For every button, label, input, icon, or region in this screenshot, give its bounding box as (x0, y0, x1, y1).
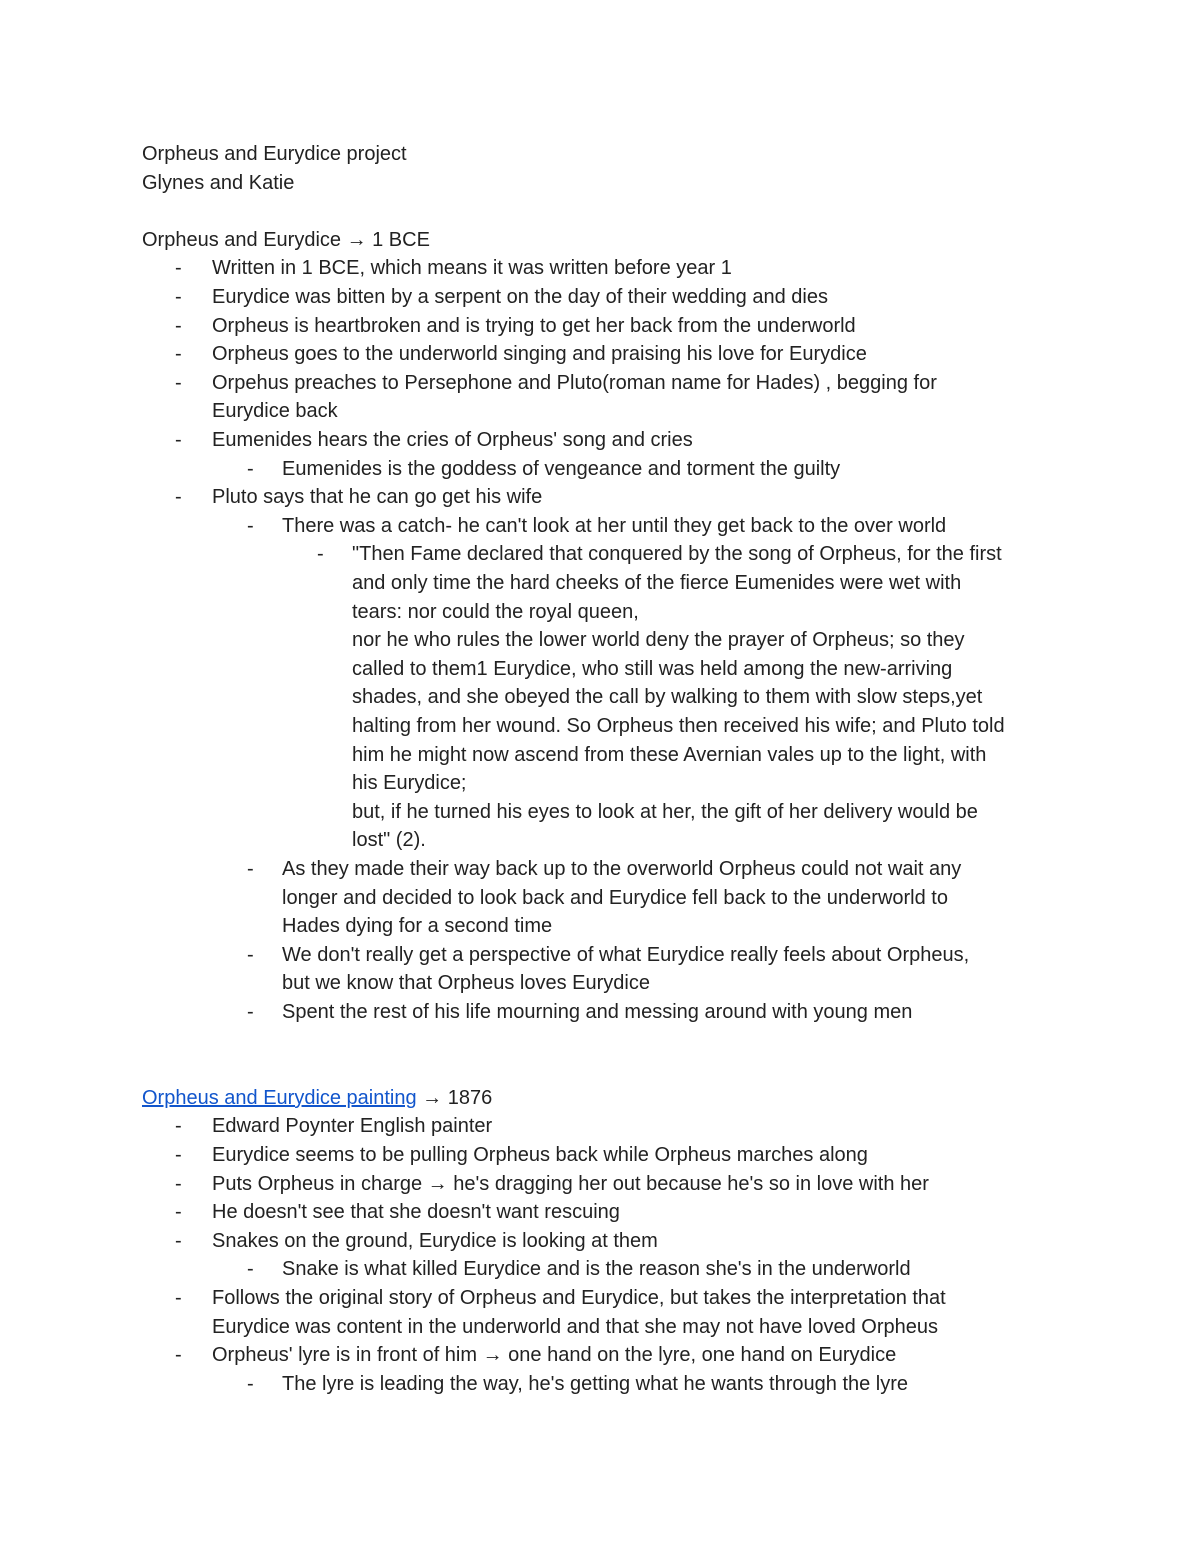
section-heading-text (142, 1083, 492, 1113)
list-item (0, 682, 1200, 712)
list-item-text: Orpheus goes to the underworld singing and praising his love for Eurydice (212, 343, 867, 366)
bullet-dash: - (247, 858, 254, 880)
list-item-text: Eurydice back (212, 400, 338, 423)
section-heading (0, 225, 1200, 255)
bullet-dash: - (175, 1287, 182, 1309)
bullet-dash: - (175, 343, 182, 366)
list-item (0, 396, 1200, 426)
list-item (0, 825, 1200, 855)
list-item-text: halting from her wound. So Orpheus then received his wife; and Pluto told (352, 715, 1005, 737)
authors-text: Glynes and Katie (142, 171, 295, 194)
list-item-text: shades, and she obeyed the call by walking to them with slow steps,yet (352, 686, 983, 709)
document-title (0, 139, 1200, 169)
list-item (0, 597, 1200, 627)
list-item-text: Puts Orpheus in charge → he's dragging her out because he's so in love with her (212, 1172, 929, 1195)
list-item (0, 883, 1200, 913)
list-item (0, 1226, 1200, 1256)
bullet-dash: - (175, 1172, 182, 1195)
bullet-dash: - (175, 486, 182, 509)
list-item (0, 1254, 1200, 1284)
bullet-dash: - (175, 371, 182, 394)
section-heading-label: Orpheus and Eurydice (142, 228, 342, 251)
list-item (0, 568, 1200, 598)
list-item-text: There was a catch- he can't look at her until they get back to the over world (282, 514, 947, 537)
bullet-dash: - (247, 1372, 254, 1395)
list-item-text: The lyre is leading the way, he's getting what he wants through the lyre (282, 1372, 909, 1395)
list-item (0, 1369, 1200, 1399)
bullet-dash: - (175, 1115, 182, 1138)
list-item-text: longer and decided to look back and Eurydice fell back to the underworld to (282, 886, 948, 909)
list-item-text: nor he who rules the lower world deny the prayer of Orpheus; so they (352, 629, 965, 652)
list-item-text: but, if he turned his eyes to look at her, the gift of her delivery would be (352, 800, 978, 823)
bullet-dash: - (175, 1229, 182, 1252)
list-item (0, 253, 1200, 283)
bullet-dash: - (175, 1144, 182, 1166)
list-item (0, 911, 1200, 941)
list-item-text: Orpheus is heartbroken and is trying to get her back from the underworld (212, 314, 856, 337)
bullet-dash: - (247, 1001, 254, 1023)
list-item-text: his Eurydice; (352, 772, 467, 795)
list-item (0, 854, 1200, 884)
list-item-text: As they made their way back up to the overworld Orpheus could not wait any (282, 858, 962, 880)
list-item-text: He doesn't see that she doesn't want rescuing (212, 1201, 620, 1224)
section-heading (0, 1083, 1200, 1113)
list-item-text: Follows the original story of Orpheus and Eurydice, but takes the interpretation that (212, 1287, 946, 1309)
bullet-dash: - (175, 429, 182, 451)
list-item-text: Orpheus' lyre is in front of him → one hand on the lyre, one hand on Eurydice (212, 1344, 897, 1367)
list-item-text: Spent the rest of his life mourning and messing around with young men (282, 1001, 913, 1023)
list-item (0, 368, 1200, 398)
list-item (0, 625, 1200, 655)
list-item (0, 282, 1200, 312)
list-item (0, 768, 1200, 798)
list-item-text: Hades dying for a second time (282, 915, 553, 938)
list-item-text: but we know that Orpheus loves Eurydice (282, 972, 650, 995)
list-item-text: Snake is what killed Eurydice and is the reason she's in the underworld (282, 1258, 911, 1281)
document-authors (0, 168, 1200, 198)
section-heading-text (142, 225, 430, 255)
bullet-dash: - (175, 1344, 182, 1367)
list-item (0, 339, 1200, 369)
list-item-text: Edward Poynter English painter (212, 1115, 493, 1138)
section-heading-date: → 1876 (416, 1086, 493, 1109)
title-text: Orpheus and Eurydice project (142, 143, 407, 165)
bullet-dash: - (175, 314, 182, 337)
bullet-dash: - (247, 457, 254, 480)
painting-link[interactable]: Orpheus and Eurydice painting (142, 1086, 417, 1109)
list-item (0, 1197, 1200, 1227)
list-item-text: Eumenides is the goddess of vengeance and torment the guilty (282, 457, 841, 480)
list-item (0, 539, 1200, 569)
list-item (0, 740, 1200, 770)
bullet-dash: - (247, 1258, 254, 1281)
list-item-text: "Then Fame declared that conquered by the song of Orpheus, for the first (352, 543, 1002, 566)
list-item-text: Eumenides hears the cries of Orpheus' song and cries (212, 429, 693, 451)
list-item (0, 1169, 1200, 1199)
list-item (0, 1140, 1200, 1170)
list-item-text: Eurydice seems to be pulling Orpheus back while Orpheus marches along (212, 1144, 868, 1166)
list-item-text: tears: nor could the royal queen, (352, 600, 639, 623)
list-item-text: and only time the hard cheeks of the fierce Eumenides were wet with (352, 572, 962, 594)
list-item (0, 1283, 1200, 1313)
list-item-text: Eurydice was content in the underworld and that she may not have loved Orpheus (212, 1315, 938, 1338)
list-item (0, 454, 1200, 484)
list-item-text: Pluto says that he can go get his wife (212, 486, 543, 509)
list-item (0, 968, 1200, 998)
bullet-dash: - (247, 514, 254, 537)
list-item (0, 997, 1200, 1027)
bullet-dash: - (175, 1201, 182, 1224)
list-item-text: called to them1 Eurydice, who still was held among the new-arriving (352, 657, 953, 680)
list-item (0, 654, 1200, 684)
list-item (0, 482, 1200, 512)
list-item (0, 1312, 1200, 1342)
bullet-dash: - (317, 543, 324, 566)
list-item-text: Written in 1 BCE, which means it was written before year 1 (212, 257, 732, 280)
list-item-text: Snakes on the ground, Eurydice is looking at them (212, 1229, 658, 1252)
list-item (0, 425, 1200, 455)
list-item-text: lost" (2). (352, 829, 426, 852)
list-item (0, 1340, 1200, 1370)
bullet-dash: - (175, 286, 182, 308)
list-item-text: Orpehus preaches to Persephone and Pluto(roman name for Hades) , begging for (212, 371, 937, 394)
list-item (0, 797, 1200, 827)
section-heading-date: → 1 BCE (341, 228, 430, 251)
list-item-text: We don't really get a perspective of what Eurydice really feels about Orpheus, (282, 943, 970, 966)
list-item-text: Eurydice was bitten by a serpent on the day of their wedding and dies (212, 286, 828, 308)
list-item (0, 511, 1200, 541)
list-item (0, 311, 1200, 341)
bullet-dash: - (247, 943, 254, 966)
list-item (0, 1111, 1200, 1141)
list-item-text: him he might now ascend from these Avernian vales up to the light, with (352, 743, 987, 766)
bullet-dash: - (175, 257, 182, 280)
list-item (0, 940, 1200, 970)
list-item (0, 711, 1200, 741)
